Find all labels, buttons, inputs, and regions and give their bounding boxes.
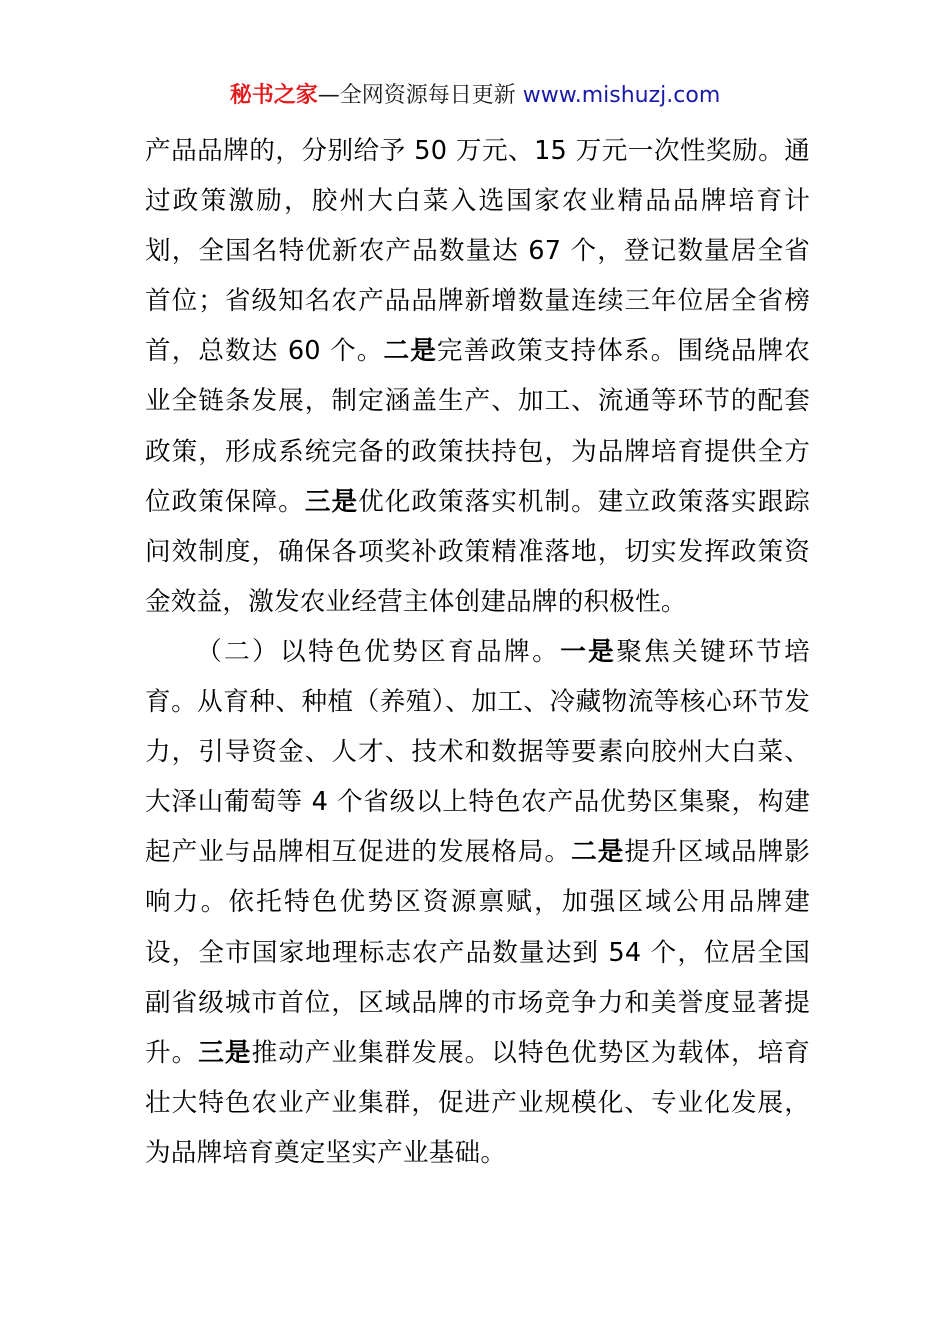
bold-lead-phrase: 三是: [198, 1037, 252, 1068]
body-paragraph: [145, 627, 810, 1178]
paragraph-text: 提升区域品牌影响力。依托特色优势区资源禀赋，加强区域公用品牌建设，全市国家地理标志农产品数量达到 54 个，位居全国副省级城市首位，区域品牌的市场竞争力和美誉度显著提升。: [145, 837, 811, 1068]
document-body: [145, 126, 810, 1178]
bold-lead-phrase: 二是: [383, 336, 437, 367]
bold-lead-phrase: 三是: [304, 486, 359, 517]
header-site-link[interactable]: www.mishuzj.com: [522, 83, 721, 108]
page-header: [0, 82, 950, 110]
bold-lead-phrase: 一是: [560, 636, 617, 667]
body-paragraph: [145, 126, 810, 627]
bold-lead-phrase: 二是: [571, 837, 625, 868]
header-tagline: —全网资源每日更新: [317, 83, 523, 108]
paragraph-text: （二）以特色优势区育品牌。: [196, 636, 561, 667]
paragraph-text: 推动产业集群发展。以特色优势区为载体，培育壮大特色农业产业集群，促进产业规模化、专业化发展，为品牌培育奠定坚实产业基础。: [145, 1037, 811, 1168]
paragraph-text: 完善政策支持体系。围绕品牌农业全链条发展，制定涵盖生产、加工、流通等环节的配套政策，形成系统完备的政策扶持包，为品牌培育提供全方位政策保障。: [145, 336, 810, 517]
paragraph-text: 聚焦关键环节培育。从育种、种植（养殖）、加工、冷藏物流等核心环节发力，引导资金、人才、技术和数据等要素向胶州大白菜、大泽山葡萄等 4 个省级以上特色农产品优势区集聚，构建起产业与品牌相互促进的发展格局。: [145, 636, 810, 868]
paragraph-text: 产品品牌的，分别给予 50 万元、15 万元一次性奖励。通过政策激励，胶州大白菜入选国家农业精品品牌培育计划，全国名特优新农产品数量达 67 个，登记数量居全省首位；省级知名农产品品牌新增数量连续三年位居全省榜首，总数达 60 个。: [145, 136, 810, 367]
header-brand: 秘书之家: [229, 83, 318, 108]
paragraph-text: 优化政策落实机制。建立政策落实跟踪问效制度，确保各项奖补政策精准落地，切实发挥政策资金效益，激发农业经营主体创建品牌的积极性。: [145, 486, 811, 617]
